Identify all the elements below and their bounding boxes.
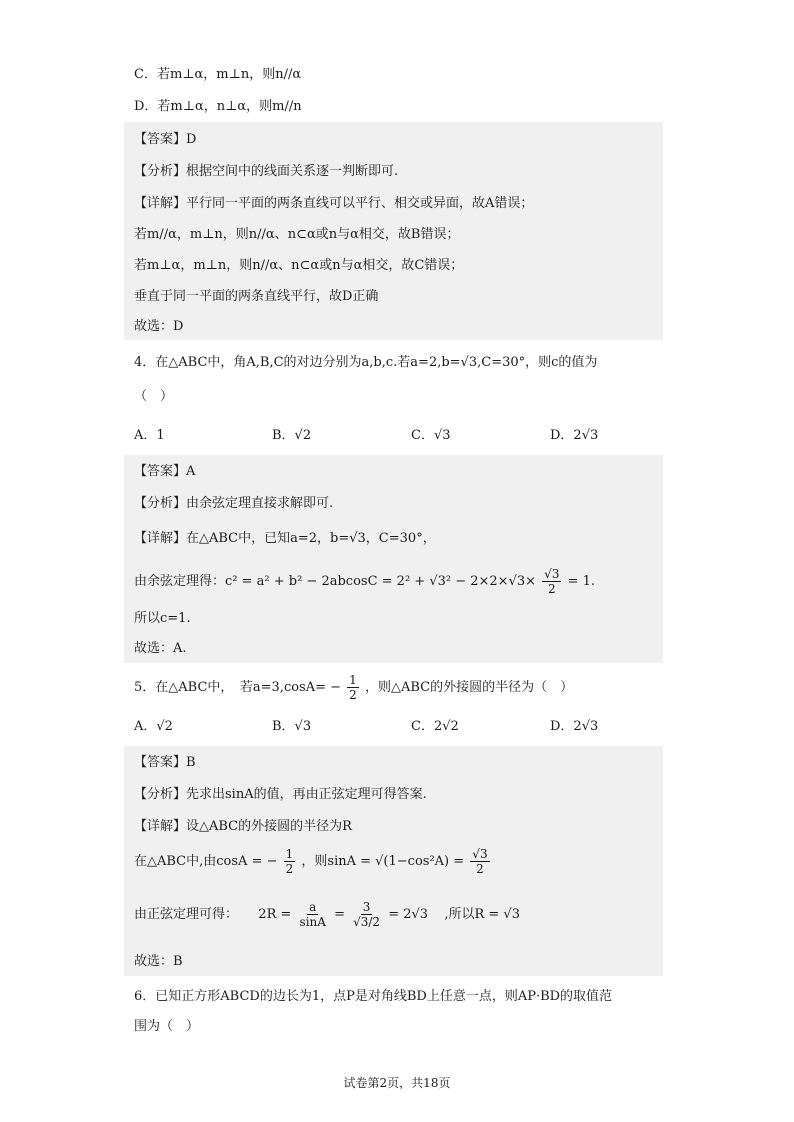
q5-detail-3-numerator-2: 3 — [362, 900, 371, 914]
q4-analysis: 【分析】由余弦定理直接求解即可. — [134, 496, 334, 511]
q4-stem: 4．在△ABC中，角A,B,C的对边分别为a,b,c.若a=2,b=√3,C=30°，则c的值为 — [134, 355, 598, 370]
q3-option-d: D．若m⊥α，n⊥α，则m//n — [134, 99, 302, 114]
q5-choose: 故选：B — [134, 954, 183, 969]
page-footer: 试卷第2页，共18页 — [343, 1076, 451, 1090]
q5-detail-3-numerator-1: a — [309, 900, 317, 914]
q4-option-c: C．√3 — [411, 428, 451, 443]
q5-stem-fraction — [347, 673, 359, 702]
q4-option-d: D．2√3 — [550, 428, 599, 443]
q5-option-a: A．√2 — [134, 719, 173, 734]
q5-detail-3-eq2: = — [334, 907, 345, 922]
q4-option-a: A．1 — [134, 428, 165, 443]
q4-detail-2-post: = 1. — [567, 574, 596, 589]
q5-stem — [134, 672, 573, 704]
q5-detail-2-numerator-2: √3 — [472, 847, 488, 861]
q5-detail-3-fraction-1 — [298, 900, 328, 929]
q5-stem-pre: 5．在△ABC中， 若a=3,cosA= − — [134, 680, 342, 695]
q4-detail-2-numerator: √3 — [544, 567, 560, 581]
q5-option-c: C．2√2 — [411, 719, 459, 734]
q5-stem-numerator: 1 — [349, 673, 357, 687]
q5-answer: 【答案】B — [134, 755, 196, 770]
q5-detail-3-label: 由正弦定理可得： — [134, 907, 239, 922]
q6-stem-line-2: 围为（ ） — [134, 1019, 200, 1034]
q4-paren: （ ） — [134, 389, 174, 404]
q4-detail-1: 【详解】在△ABC中，已知a=2，b=√3，C=30°， — [134, 531, 436, 546]
q5-detail-3-post: ,所以R = √3 — [444, 907, 520, 922]
q4-detail-2-fraction — [542, 567, 561, 596]
q3-detail-3: 若m⊥α，m⊥n，则n//α、n⊂α或n与α相交，故C错误； — [134, 258, 464, 273]
q5-detail-3-denominator-1: sinA — [299, 915, 326, 929]
q4-answer-box — [124, 455, 663, 663]
q5-detail-2-numerator-1: 1 — [285, 847, 294, 861]
q5-option-b: B．√3 — [272, 719, 312, 734]
q5-detail-2-mid: ，则sinA = √(1−cos²A) = — [301, 854, 465, 869]
q5-detail-3 — [134, 898, 520, 932]
q5-analysis: 【分析】先求出sinA的值，再由正弦定理可得答案. — [134, 787, 427, 802]
q5-detail-3-eq3: = 2√3 — [388, 907, 429, 922]
q5-stem-post: ，则△ABC的外接圆的半径为（ ） — [364, 680, 574, 695]
q4-option-b: B．√2 — [272, 428, 312, 443]
q5-detail-3-denominator-2: √3/2 — [353, 915, 381, 929]
q5-detail-2-fraction-2 — [470, 847, 489, 876]
q5-detail-2-pre: 在△ABC中,由cosA = − — [134, 854, 278, 869]
q4-detail-3: 所以c=1. — [134, 611, 191, 626]
q5-detail-3-eq1: 2R = — [258, 907, 292, 922]
q6-stem-line-1: 6．已知正方形ABCD的边长为1，点P是对角线BD上任意一点，则AP·BD的取值范 — [134, 989, 613, 1004]
q4-answer: 【答案】A — [134, 464, 196, 479]
q3-detail-2: 若m//α，m⊥n，则n//α、n⊂α或n与α相交，故B错误； — [134, 227, 460, 242]
q3-detail-1: 【详解】平行同一平面的两条直线可以平行、相交或异面，故A错误； — [134, 196, 534, 211]
q5-detail-2 — [134, 846, 492, 878]
q4-detail-2-pre: 由余弦定理得：c² = a² + b² − 2abcosC = 2² + √3² − 2×2×√3× — [134, 574, 537, 589]
q3-analysis: 【分析】根据空间中的线面关系逐一判断即可. — [134, 164, 399, 179]
q5-detail-2-denominator-1: 2 — [285, 862, 294, 876]
q3-option-c: C．若m⊥α，m⊥n，则n//α — [134, 67, 302, 82]
q5-detail-1: 【详解】设△ABC的外接圆的半径为R — [134, 819, 352, 834]
q3-choose: 故选：D — [134, 319, 184, 334]
q3-answer: 【答案】D — [134, 132, 197, 147]
q3-detail-4: 垂直于同一平面的两条直线平行，故D正确 — [134, 289, 379, 304]
q5-detail-2-fraction-1 — [284, 847, 296, 876]
q4-detail-2-denominator: 2 — [547, 582, 556, 596]
q5-detail-2-denominator-2: 2 — [476, 862, 484, 876]
q5-option-d: D．2√3 — [550, 719, 599, 734]
q4-detail-2 — [134, 566, 595, 598]
q5-stem-denominator: 2 — [349, 688, 357, 702]
q4-choose: 故选：A. — [134, 641, 187, 656]
q5-detail-3-fraction-2 — [351, 900, 382, 929]
